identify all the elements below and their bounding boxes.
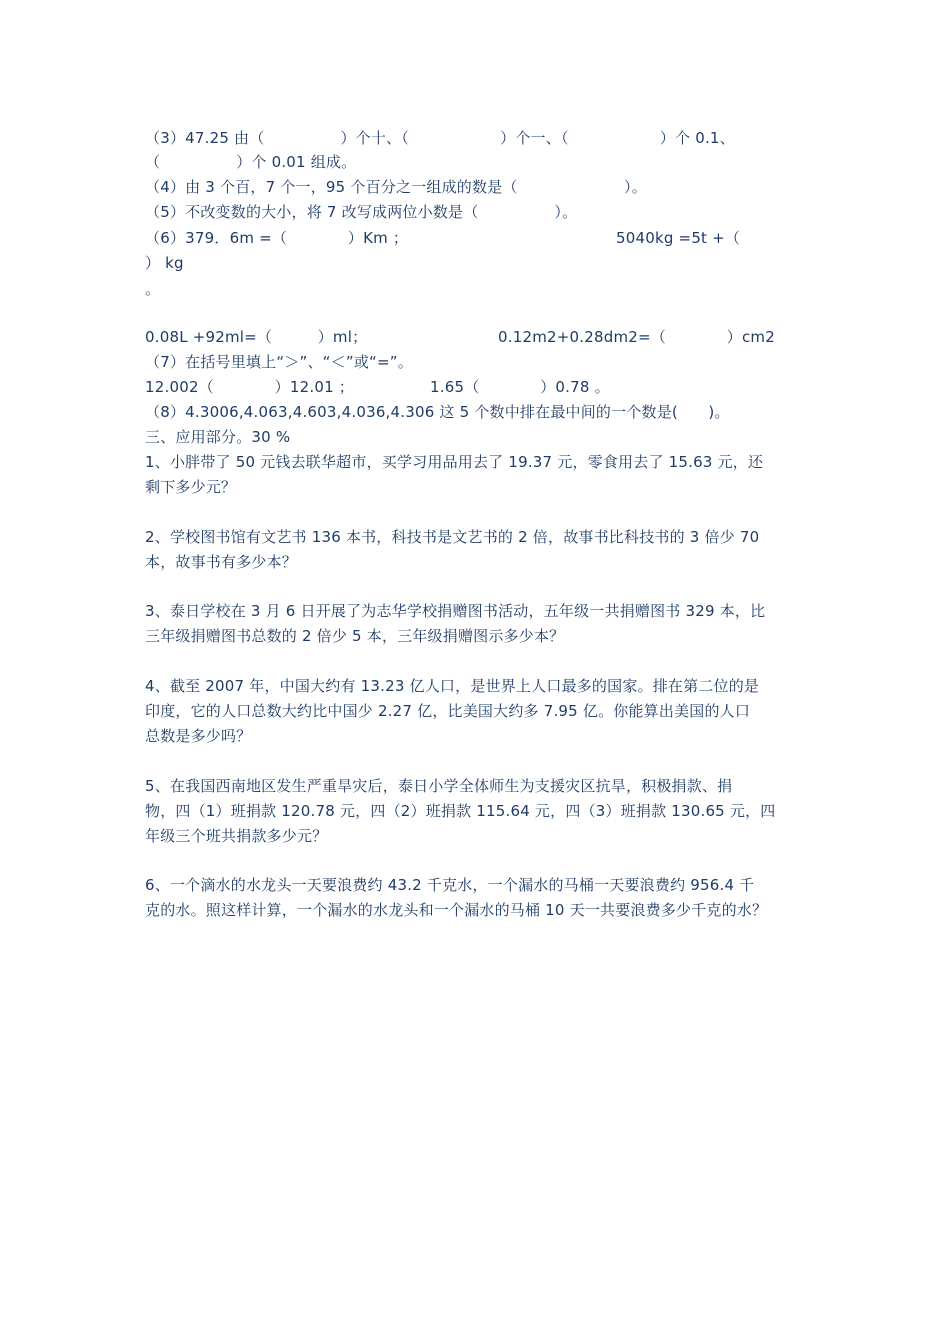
question-3-line-2: （ ）个 0.01 组成。 [145,153,357,171]
question-3-line-1: （3）47.25 由（ ）个十、（ ）个一、（ ）个 0.1、 [145,129,735,147]
question-7: （7）在括号里填上“＞”、“＜”或“=”。 [145,353,413,371]
question-8: （8）4.3006,4.063,4.603,4.036,4.306 这 5 个数中排在最中间的一个数是( )。 [145,403,730,421]
question-7a: 12.002（ ）12.01 ； [145,378,354,396]
question-5: （5）不改变数的大小，将 7 改写成两位小数是（ ）。 [145,203,578,221]
problem-4-line-2: 印度，它的人口总数大约比中国少 2.27 亿，比美国大约多 7.95 亿。你能算出美国的人口 [145,702,751,720]
problem-6-line-2: 克的水。照这样计算，一个漏水的水龙头和一个漏水的马桶 10 天一共要浪费多少千克的水？ [145,901,768,919]
problem-6-line-1: 6、一个滴水的水龙头一天要浪费约 43.2 千克水，一个漏水的马桶一天要浪费约 956.4 千 [145,876,755,894]
question-4: （4）由 3 个百，7 个一，95 个百分之一组成的数是（ ）。 [145,178,647,196]
problem-5-line-2: 物，四（1）班捐款 120.78 元，四（2）班捐款 115.64 元，四（3）班捐款 130.65 元，四 [145,802,776,820]
question-6b-right: 0.12m2+0.28dm2=（ ）cm2 [498,328,775,346]
problem-3-line-1: 3、泰日学校在 3 月 6 日开展了为志华学校捐赠图书活动，五年级一共捐赠图书 329 本，比 [145,602,766,620]
problem-5-line-3: 年级三个班共捐款多少元？ [145,827,328,845]
problem-2-line-2: 本，故事书有多少本？ [145,553,298,571]
problem-4-line-3: 总数是多少吗？ [145,727,252,745]
question-6b-left: 0.08L +92ml=（ ）ml； [145,328,368,346]
question-6-left: （6）379．6m =（ ）Km ； [145,229,409,247]
question-6-right: 5040kg =5t +（ [616,229,741,247]
question-7b: 1.65（ ）0.78 。 [430,378,610,396]
problem-5-line-1: 5、在我国西南地区发生严重旱灾后，泰日小学全体师生为支援灾区抗旱，积极捐款、捐 [145,777,733,795]
question-6-line-3: 。 [145,280,161,298]
question-6-line-2: ） kg [145,254,184,272]
problem-4-line-1: 4、截至 2007 年，中国大约有 13.23 亿人口，是世界上人口最多的国家。排在第二位的是 [145,677,760,695]
problem-1-line-1: 1、小胖带了 50 元钱去联华超市，买学习用品用去了 19.37 元，零食用去了 15.63 元，还 [145,453,764,471]
problem-3-line-2: 三年级捐赠图书总数的 2 倍少 5 本，三年级捐赠图示多少本？ [145,627,565,645]
problem-1-line-2: 剩下多少元？ [145,478,237,496]
section-title: 三、应用部分。30 % [145,428,291,446]
problem-2-line-1: 2、学校图书馆有文艺书 136 本书，科技书是文艺书的 2 倍，故事书比科技书的 3 倍少 70 [145,528,760,546]
